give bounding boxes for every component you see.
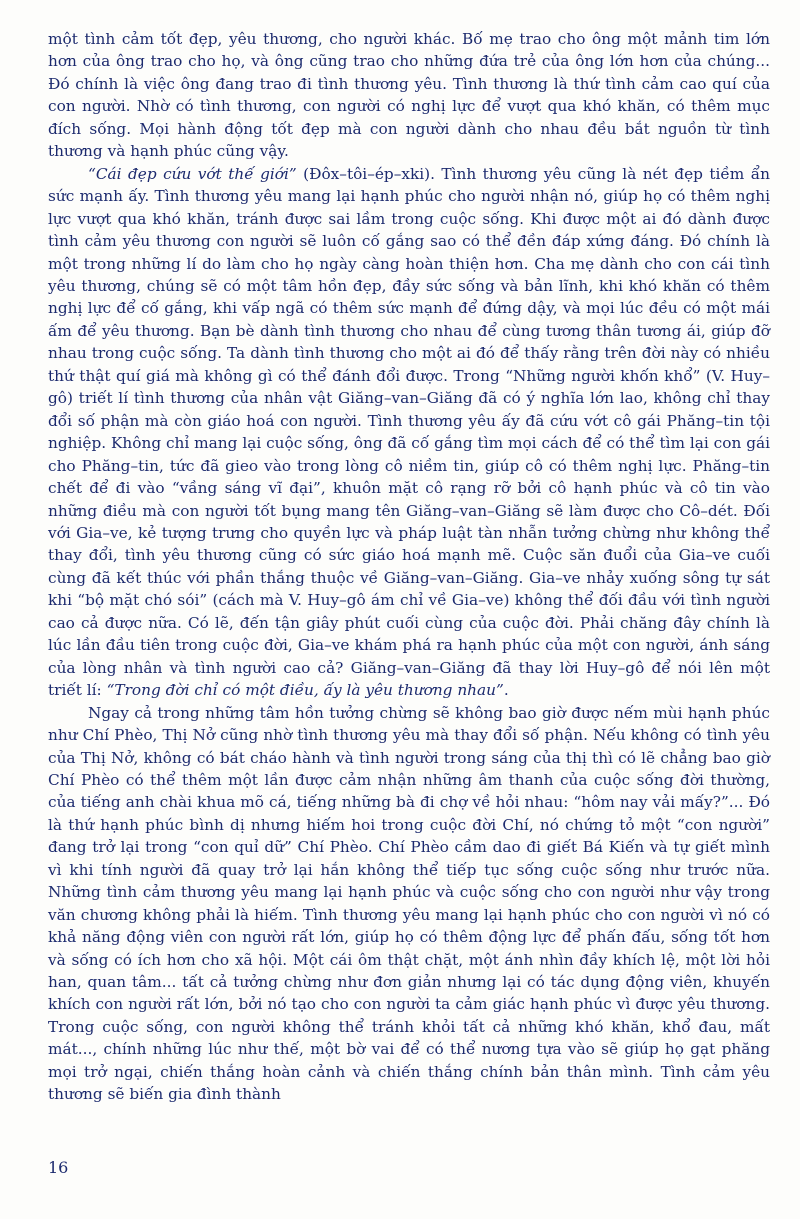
paragraph-3-text: Ngay cả trong những tâm hồn tưởng chừng sẽ không bao giờ được nếm mùi hạnh phúc như Chí Phèo, Thị Nở cũng nhờ tình thương yêu mà thay đổi số phận. Nếu không có tình yêu của Thị Nở, không có bát cháo hành và tình người trong sáng của thị thì có lẽ chẳng bao giờ Chí Phèo có thể thêm một lần được cảm nhận những âm thanh của cuộc sống đời thường, của tiếng anh chài khua mõ cá, tiếng những bà đi chợ về hỏi nhau: “hôm nay vải mấy?”... Đó là thứ hạnh phúc bình dị nhưng hiếm hoi trong cuộc đời Chí, nó chứng tỏ một “con người” đang trở lại trong “con quỉ dữ” Chí Phèo. Chí Phèo cầm dao đi giết Bá Kiến và tự giết mình vì khi tính người đã quay trở lại hắn không thể tiếp tục sống cuộc sống như trước nữa. Những tình cảm thương yêu mang lại hạnh phúc và cuộc sống cho con người như vậy trong văn chương không phải là hiếm. Tình thương yêu mang lại hạnh phúc cho con người vì nó có khả năng động viên con người rất lớn, giúp họ có thêm động lực để phấn đấu, sống tốt hơn và sống có ích hơn cho xã hội. Một cái ôm thật chặt, một ánh nhìn đầy khích lệ, một lời hỏi han, quan tâm... tất cả tưởng chừng như đơn giản nhưng lại có tác dụng động viên, khuyến khích con người rất lớn, bởi nó tạo cho con người ta cảm giác hạnh phúc vì được yêu thương. Trong cuộc sống, con người không thể tránh khỏi tất cả những khó khăn, khổ đau, mất mát..., chính những lúc như thế, một bờ vai để có thể nương tựa vào sẽ giúp họ gạt phăng mọi trở ngại, chiến thắng hoàn cảnh và chiến thắng chính bản thân mình. Tình cảm yêu thương sẽ biến gia đình thành (48, 703, 770, 1104)
quote-dostoevsky: “Cái đẹp cứu vớt thế giới” (88, 164, 297, 183)
paragraph-2-text: (Đôx–tôi–ép–xki). Tình thương yêu cũng là nét đẹp tiềm ẩn sức mạnh ấy. Tình thương yêu mang lại hạnh phúc cho người nhận nó, giúp họ có thêm nghị lực vượt qua khó khăn, tránh được sai lầm trong cuộc sống. Khi được một ai đó dành được tình cảm yêu thương con người sẽ luôn cố gắng sao có thể đền đáp xứng đáng. Đó chính là một trong những lí do làm cho họ ngày càng hoàn thiện hơn. Cha mẹ dành cho con cái tình yêu thương, chúng sẽ có một tâm hồn đẹp, đầy sức sống và bản lĩnh, khi khó khăn có thêm nghị lực để cố gắng, khi vấp ngã có thêm sức mạnh để đứng dậy, và mọi lúc đều có một mái ấm để yêu thương. Bạn bè dành tình thương cho nhau để cùng tương thân tương ái, giúp đỡ nhau trong cuộc sống. Ta dành tình thương cho một ai đó để thấy rằng trên đời này có nhiều thứ thật quí giá mà không gì có thể đánh đổi được. Trong “Những người khốn khổ” (V. Huy–gô) triết lí tình thương của nhân vật Giăng–van–Giăng đã có ý nghĩa lớn lao, không chỉ thay đổi số phận mà còn giáo hoá con người. Tình thương yêu ấy đã cứu vớt cô gái Phăng–tin tội nghiệp. Không chỉ mang lại cuộc sống, ông đã cố gắng tìm mọi cách để có thể tìm lại con gái cho Phăng–tin, tức đã gieo vào trong lòng cô niềm tin, giúp cô có thêm nghị lực. Phăng–tin chết để đi vào “vầng sáng vĩ đại”, khuôn mặt cô rạng rỡ bởi cô hạnh phúc và cô tin vào những điều mà con người tốt bụng mang tên Giăng–van–Giăng sẽ làm được cho Cô–dét. Đối với Gia–ve, kẻ tượng trưng cho quyền lực và pháp luật tàn nhẫn tưởng chừng như không thể thay đổi, tình yêu thương cũng có sức giáo hoá mạnh mẽ. Cuộc săn đuổi của Gia–ve cuối cùng đã kết thúc với phần thắng thuộc về Giăng–van–Giăng. Gia–ve nhảy xuống sông tự sát khi “bộ mặt chó sói” (cách mà V. Huy–gô ám chỉ về Gia–ve) không thể đối đầu với tình người cao cả được nữa. Có lẽ, đến tận giây phút cuối cùng của cuộc đời. Phải chăng đây chính là lúc lần đầu tiên trong cuộc đời, Gia–ve khám phá ra hạnh phúc của một con người, ánh sáng của lòng nhân và tình người cao cả? Giăng–van–Giăng đã thay lời Huy–gô để nói lên một triết lí: (48, 164, 770, 700)
paragraph-1-text: một tình cảm tốt đẹp, yêu thương, cho người khác. Bố mẹ trao cho ông một mảnh tim lớn hơn của ông trao cho họ, và ông cũng trao cho những đứa trẻ của ông lớn hơn của chúng... Đó chính là việc ông đang trao đi tình thương yêu. Tình thương là thứ tình cảm cao quí của con người. Nhờ có tình thương, con người có nghị lực để vượt qua khó khăn, có thêm mục đích sống. Mọi hành động tốt đẹp mà con người dành cho nhau đều bắt nguồn từ tình thương và hạnh phúc cũng vậy. (48, 30, 770, 161)
paragraph-1 (48, 28, 770, 163)
paragraph-3 (48, 702, 770, 1106)
page-body (48, 28, 770, 1106)
page-number: 16 (48, 1158, 69, 1177)
paragraph-2 (48, 163, 770, 702)
paragraph-2-end: . (503, 681, 509, 700)
quote-hugo: “Trong đời chỉ có một điều, ấy là yêu thương nhau” (106, 681, 504, 700)
